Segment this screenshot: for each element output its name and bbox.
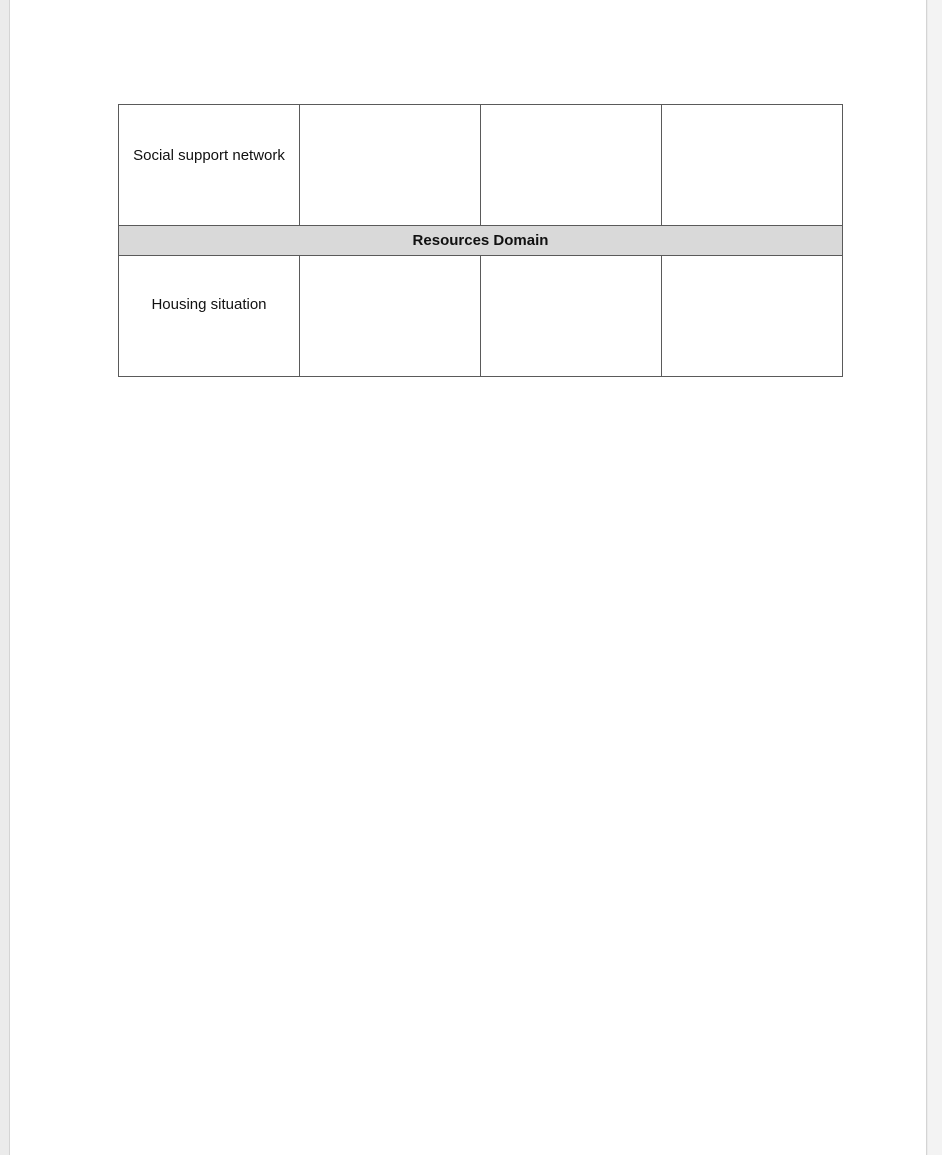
scrollbar-track[interactable] [928,0,942,1155]
table-row [119,105,843,226]
table-cell[interactable] [662,256,843,377]
assessment-table [118,104,843,377]
row-label-cell[interactable]: Housing situation [119,256,300,377]
table-cell[interactable] [300,256,481,377]
domain-header-cell[interactable]: Resources Domain [119,226,843,256]
document-page [9,0,927,1155]
table-cell[interactable] [481,105,662,226]
table-cell[interactable] [662,105,843,226]
row-label-cell[interactable]: Social support network [119,105,300,226]
table-row [119,256,843,377]
domain-header-row [119,226,843,256]
table-cell[interactable] [481,256,662,377]
table-cell[interactable] [300,105,481,226]
